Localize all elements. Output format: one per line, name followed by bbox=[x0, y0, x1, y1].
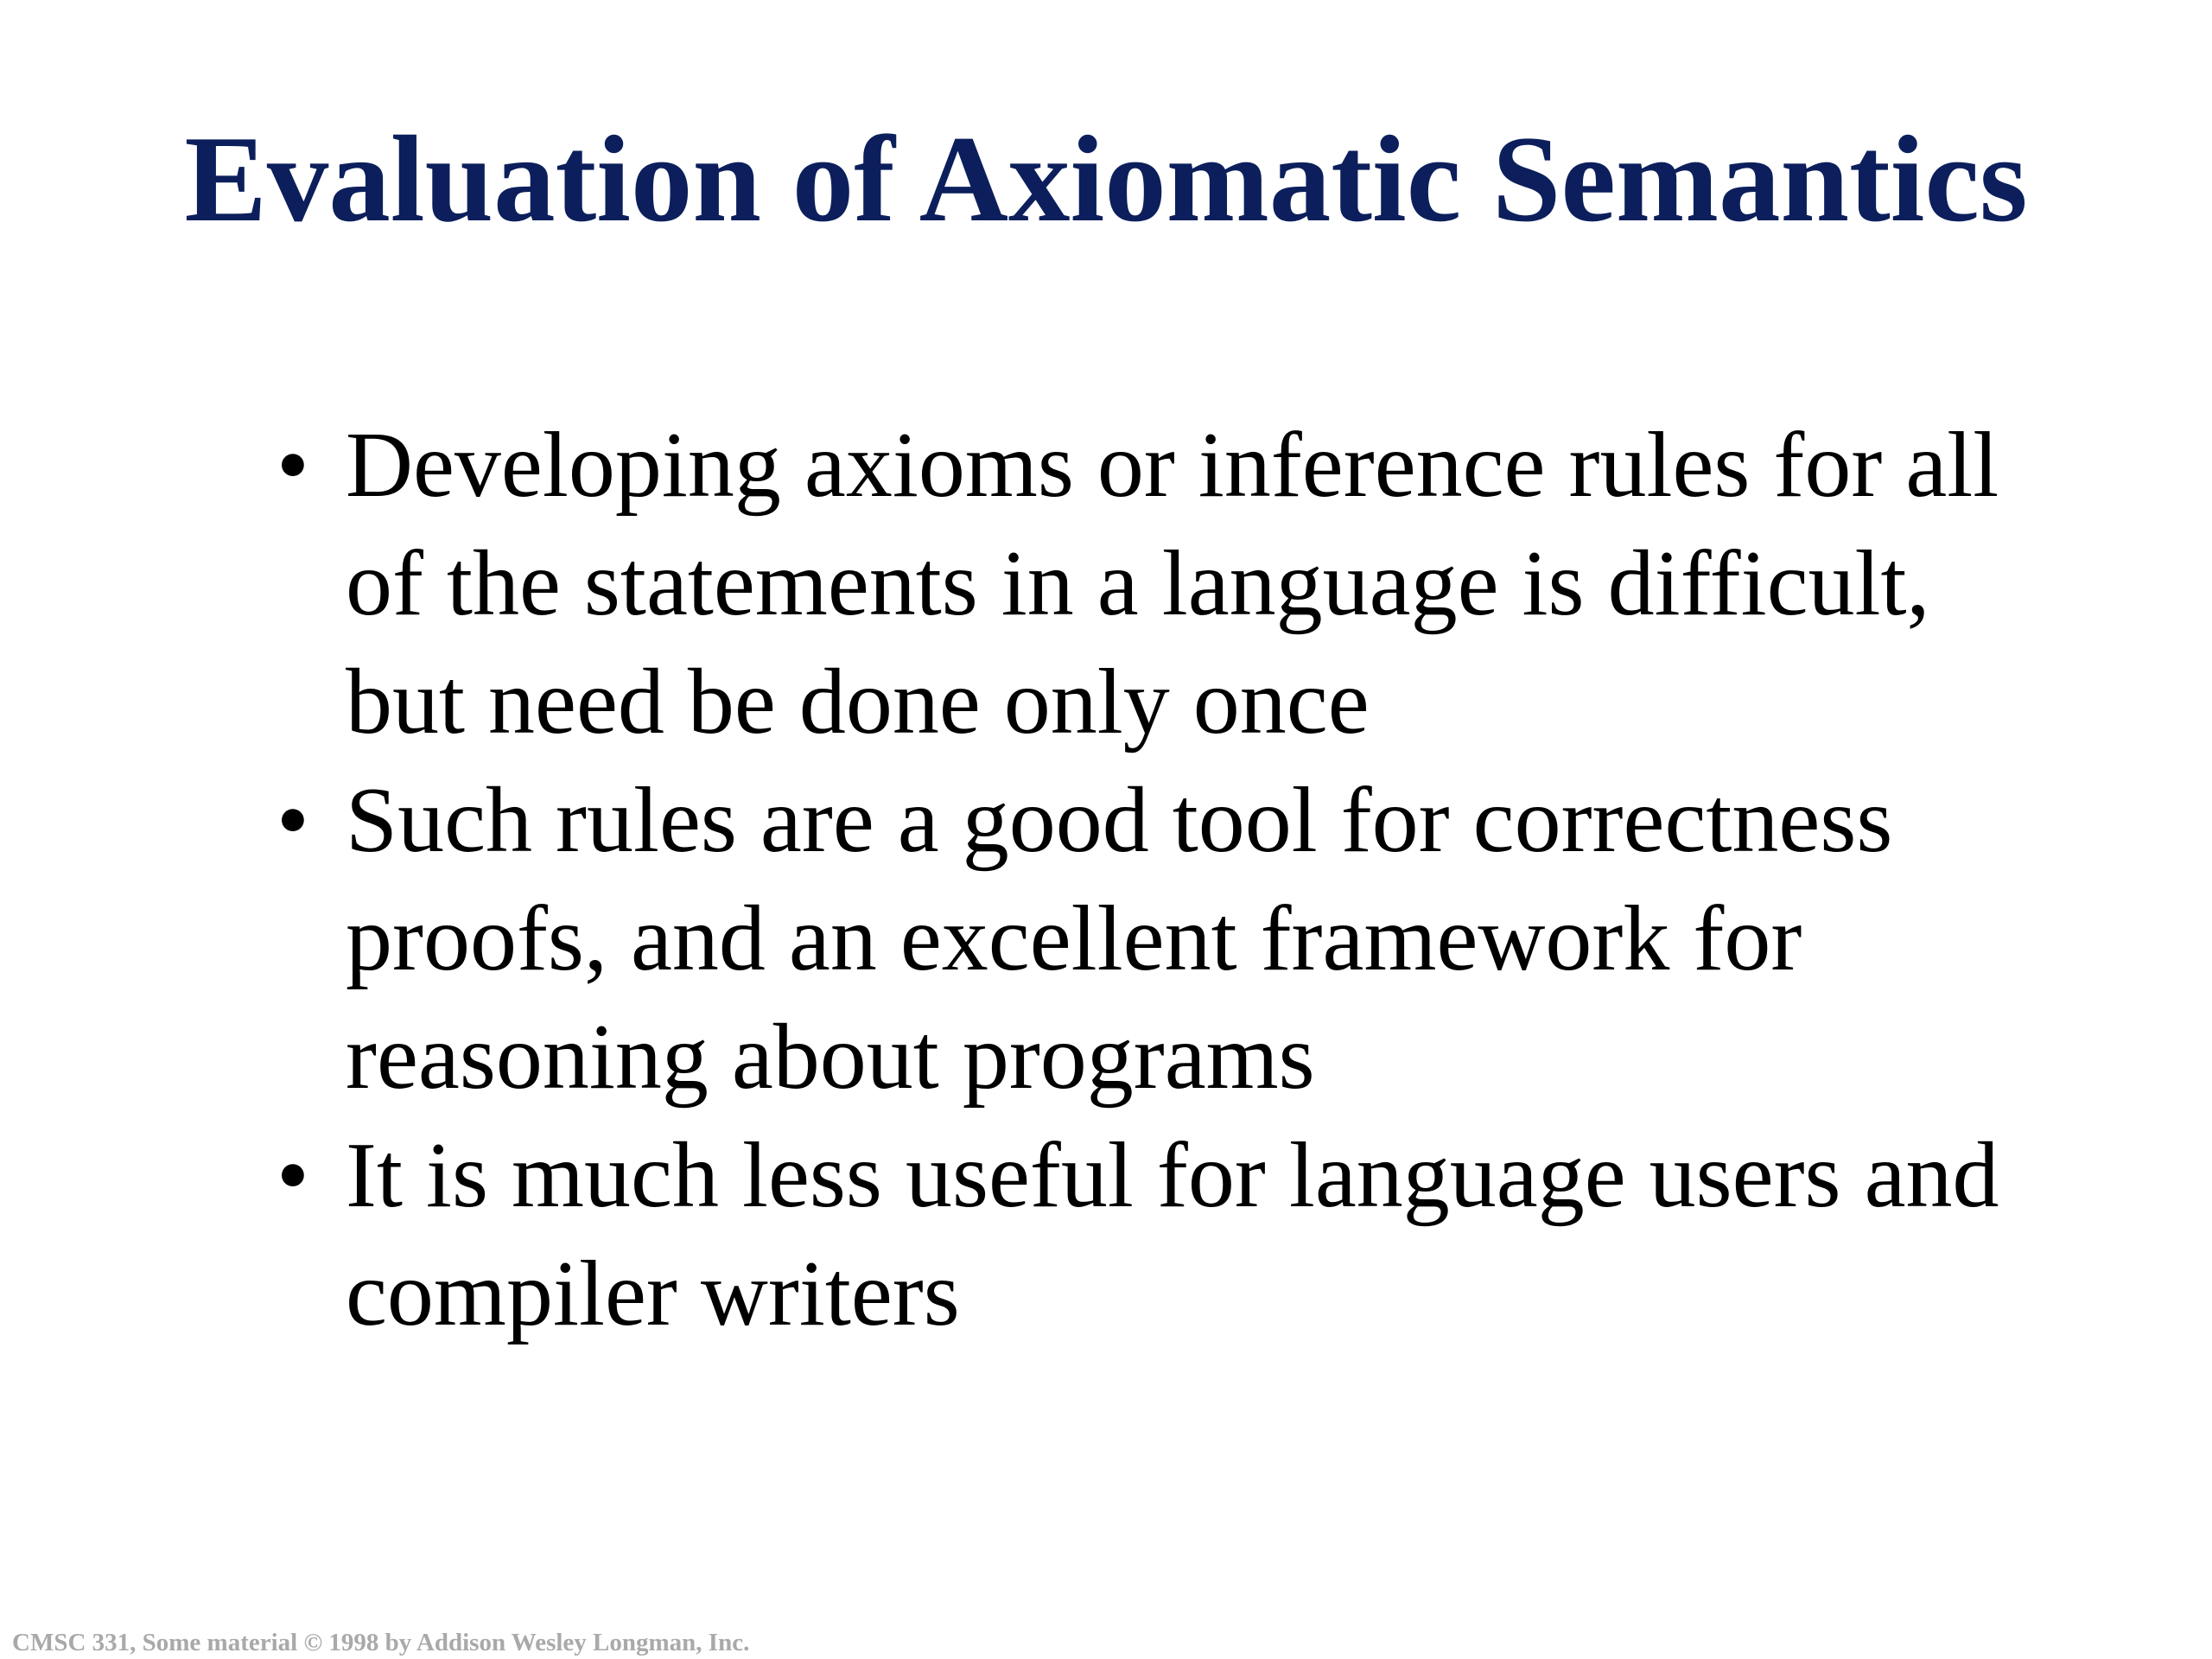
bullet-text: Developing axioms or inference rules for all of the statements in a language is difficult, but need be done only once bbox=[346, 414, 1999, 753]
bullet-list bbox=[276, 406, 2056, 1353]
bullet-item bbox=[276, 1116, 2056, 1353]
bullet-text: It is much less useful for language users and compiler writers bbox=[346, 1124, 1999, 1345]
bullet-icon: • bbox=[276, 1124, 309, 1227]
bullet-item bbox=[276, 761, 2056, 1116]
footer-copyright: CMSC 331, Some material © 1998 by Addison Wesley Longman, Inc. bbox=[12, 1629, 750, 1656]
bullet-text: Such rules are a good tool for correctness proofs, and an excellent framework for reasoning about programs bbox=[346, 769, 1893, 1109]
bullet-icon: • bbox=[276, 414, 309, 517]
slide-title: Evaluation of Axiomatic Semantics bbox=[184, 111, 2028, 247]
bullet-icon: • bbox=[276, 769, 309, 872]
bullet-item bbox=[276, 406, 2056, 761]
